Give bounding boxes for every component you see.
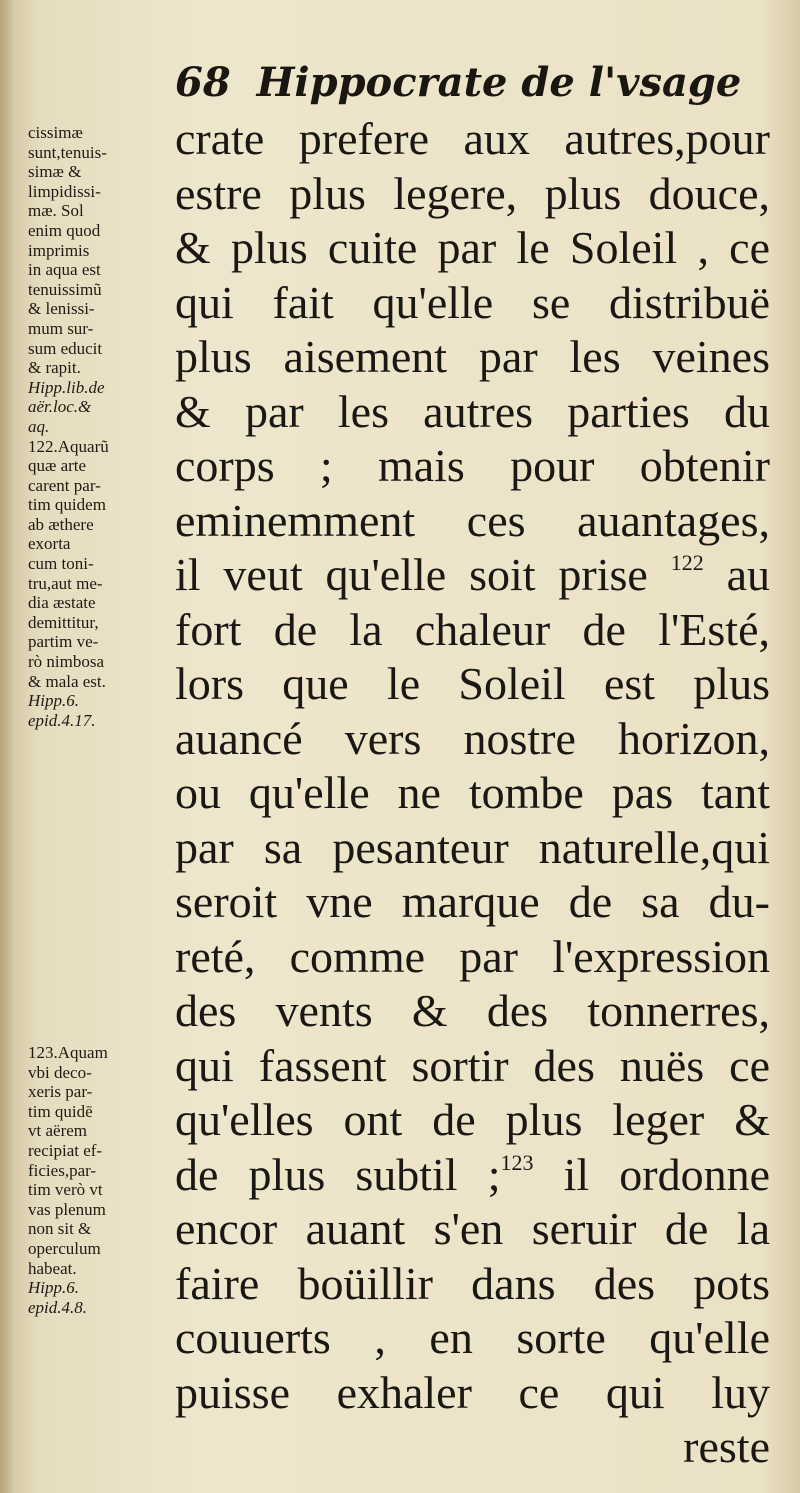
margin-line: vbi deco- — [28, 1062, 92, 1082]
margin-line: & mala est. — [28, 671, 106, 691]
text-fragment: au — [726, 549, 770, 600]
text-line: & par les autres parties du — [175, 385, 770, 437]
margin-citation: Hipp.6. — [28, 1278, 79, 1298]
text-line: reté, comme par l'expression — [175, 930, 770, 982]
margin-line: & lenissi- — [28, 299, 95, 319]
main-text-block — [175, 112, 770, 1475]
margin-line: operculum — [28, 1238, 101, 1258]
text-line: par sa pesanteur naturelle,qui — [175, 821, 770, 873]
margin-line: dia æstate — [28, 593, 96, 613]
margin-line: tim quidem — [28, 495, 106, 515]
margin-line: simæ & — [28, 162, 82, 182]
text-fragment: il ordonne — [563, 1148, 770, 1200]
margin-line: tim quidē — [28, 1101, 93, 1121]
text-line-with-ref-122 — [175, 548, 770, 603]
footnote-ref-122: 122 — [670, 550, 704, 575]
text-line: qu'elles ont de plus leger & — [175, 1094, 770, 1145]
text-line: auancé vers nostre horizon, — [175, 712, 770, 764]
margin-line: cissimæ — [28, 123, 83, 142]
text-line: ou qu'elle ne tombe pas tant — [175, 767, 770, 818]
margin-line: carent par- — [28, 475, 101, 495]
margin-note-1 — [28, 123, 168, 730]
text-line: encor auant s'en seruir de la — [175, 1203, 770, 1254]
margin-line: vas plenum — [28, 1199, 106, 1219]
margin-line: vt aërem — [28, 1121, 87, 1141]
margin-citation: Hipp.lib.de — [28, 377, 105, 397]
margin-citation: epid.4.8. — [28, 1297, 88, 1317]
text-line: eminemment ces auantages, — [175, 494, 770, 546]
margin-line: sunt,tenuis- — [28, 142, 107, 162]
margin-note-2 — [28, 1043, 168, 1317]
margin-line: enim quod — [28, 220, 101, 240]
margin-line: cum toni- — [28, 554, 94, 574]
text-line: corps ; mais pour obtenir — [175, 440, 770, 491]
margin-line: ab æthere — [28, 514, 94, 534]
margin-line: sum educit — [28, 338, 103, 358]
margin-citation: aër.loc.& — [28, 397, 92, 417]
margin-line: imprimis — [28, 240, 90, 260]
margin-line: demittitur, — [28, 612, 99, 632]
text-fragment: il veut qu'elle soit prise — [175, 549, 648, 600]
catchword: reste — [683, 1421, 770, 1472]
margin-line: xeris par- — [28, 1082, 93, 1102]
footnote-ref-123: 123 — [500, 1149, 534, 1175]
margin-line: ficies,par- — [28, 1160, 97, 1180]
text-line: couuerts , en sorte qu'elle — [175, 1312, 770, 1363]
margin-line: & rapit. — [28, 358, 81, 378]
text-line: des vents & des tonnerres, — [175, 985, 770, 1036]
text-line: qui fassent sortir des nuës ce — [175, 1039, 770, 1091]
margin-line: quæ arte — [28, 456, 87, 476]
margin-line: tenuissimũ — [28, 279, 102, 299]
running-header — [175, 58, 742, 108]
text-line-with-ref-123 — [175, 1148, 770, 1203]
margin-line: tru,aut me- — [28, 573, 103, 593]
margin-line: 122.Aquarũ — [28, 436, 109, 456]
margin-line: habeat. — [28, 1258, 77, 1278]
margin-line: in aqua est — [28, 260, 101, 280]
margin-citation: aq. — [28, 416, 50, 436]
margin-line: 123.Aquam — [28, 1043, 108, 1062]
text-fragment: de plus subtil ; — [175, 1148, 501, 1200]
page-number: 68 — [175, 59, 231, 106]
margin-line: limpidissi- — [28, 181, 101, 201]
text-line: crate prefere aux autres,pour — [175, 113, 770, 164]
text-line: lors que le Soleil est plus — [175, 658, 770, 709]
margin-line: exorta — [28, 534, 71, 554]
margin-line: mum sur- — [28, 318, 94, 338]
margin-citation: Hipp.6. — [28, 691, 79, 711]
page-spine-shadow — [0, 0, 14, 1493]
margin-line: rò nimbosa — [28, 652, 105, 672]
text-line: puisse exhaler ce qui luy — [175, 1366, 770, 1418]
running-title: Hippocrate de l'vsage — [256, 59, 742, 106]
margin-line: partim ve- — [28, 632, 99, 652]
text-line: seroit vne marque de sa du- — [175, 876, 770, 927]
margin-line: tim verò vt — [28, 1180, 103, 1200]
text-line: faire boüillir dans des pots — [175, 1257, 770, 1309]
margin-line: mæ. Sol — [28, 201, 84, 221]
text-line: & plus cuite par le Soleil , ce — [175, 222, 770, 273]
text-line: qui fait qu'elle se distribuë — [175, 276, 770, 328]
margin-line: recipiat ef- — [28, 1140, 103, 1160]
text-line: fort de la chaleur de l'Esté, — [175, 603, 770, 655]
text-line: estre plus legere, plus douce, — [175, 167, 770, 219]
margin-line: non sit & — [28, 1219, 92, 1239]
text-line: plus aisement par les veines — [175, 331, 770, 382]
margin-citation: epid.4.17. — [28, 710, 96, 730]
